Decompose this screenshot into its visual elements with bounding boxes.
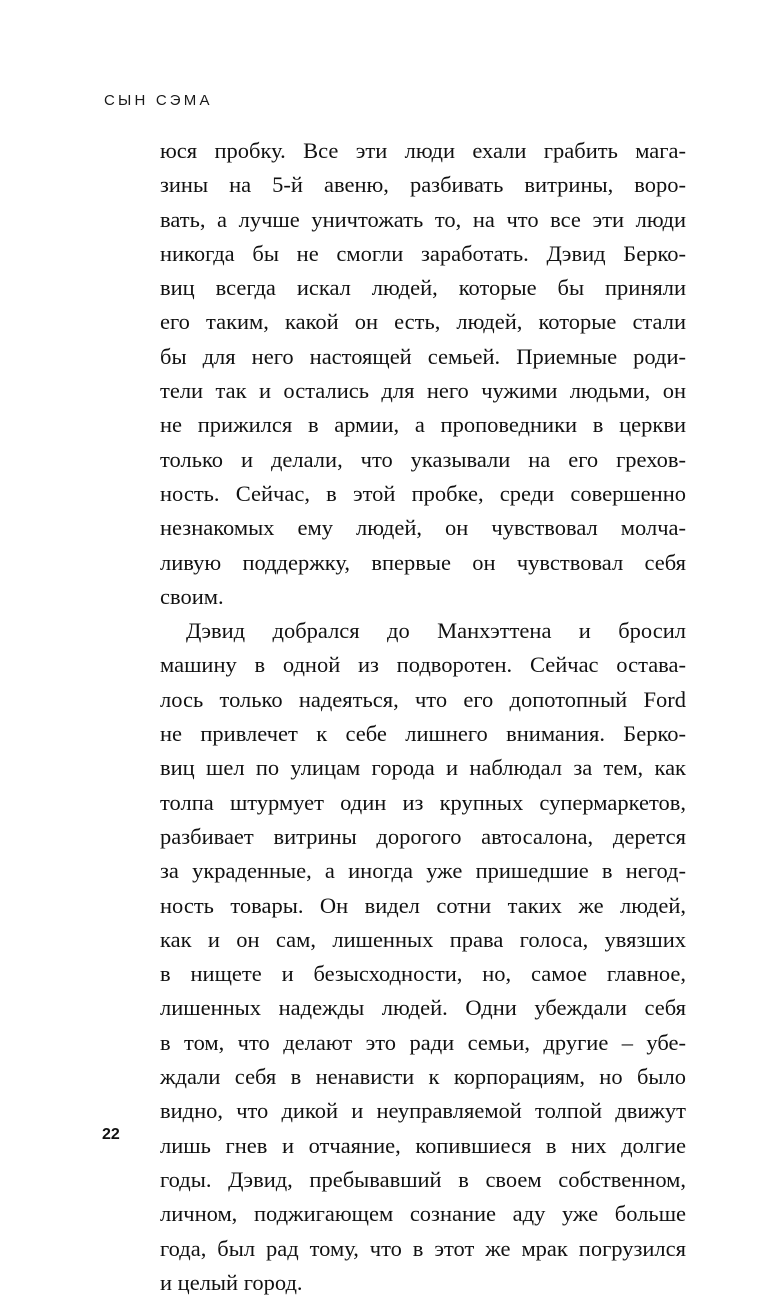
text-line: видно, что дикой и неуправляемой толпой движут [160,1098,686,1124]
text-line: годы. Дэвид, пребывавший в своем собственном, [160,1166,686,1192]
text-line: не привлечет к себе лишнего внимания. Берко- [160,721,686,747]
text-line: его таким, какой он есть, людей, которые стали [160,309,686,335]
text-line: толпа штурмует один из крупных супермаркетов, [160,789,686,815]
paragraph-1 [160,134,686,614]
text-line: своим. [160,583,224,609]
text-line: и целый город. [160,1269,303,1295]
text-line: в том, что делают это ради семьи, другие – убе- [160,1029,686,1055]
text-line: лось только надеяться, что его допотопный Ford [160,686,686,712]
text-line: виц всегда искал людей, которые бы приняли [160,275,686,301]
text-line: лишь гнев и отчаяние, копившиеся в них долгие [160,1132,686,1158]
text-line: бы для него настоящей семьей. Приемные роди- [160,343,686,369]
text-line: машину в одной из подворотен. Сейчас остава- [160,652,686,678]
text-line: не прижился в армии, а проповедники в церкви [160,412,686,438]
text-line: незнакомых ему людей, он чувствовал молча- [160,515,686,541]
text-line: вать, а лучше уничтожать то, на что все эти люди [160,206,686,232]
text-line: года, был рад тому, что в этот же мрак погрузился [160,1235,686,1261]
text-line: лишенных надежды людей. Одни убеждали себя [160,995,686,1021]
text-line: личном, поджигающем сознание аду уже больше [160,1201,686,1227]
text-line: юся пробку. Все эти люди ехали грабить мага- [160,138,686,163]
body-text [160,134,686,1300]
text-line: ждали себя в ненависти к корпорациям, но было [160,1064,686,1090]
text-line: ливую поддержку, впервые он чувствовал себя [160,549,686,575]
text-line: как и он сам, лишенных права голоса, увязших [160,926,686,952]
text-line: ность товары. Он видел сотни таких же людей, [160,892,686,918]
running-title: СЫН СЭМА [104,92,213,109]
page-number: 22 [102,1126,120,1143]
text-line: тели так и остались для него чужими людьми, он [160,378,686,404]
text-line: за украденные, а иногда уже пришедшие в негод- [160,858,686,884]
text-line: ность. Сейчас, в этой пробке, среди совершенно [160,480,686,506]
text-line: никогда бы не смогли заработать. Дэвид Берко- [160,240,686,266]
text-line: в нищете и безысходности, но, самое главное, [160,961,686,987]
text-line: Дэвид добрался до Манхэттена и бросил [186,618,686,644]
text-line: только и делали, что указывали на его грехов- [160,446,686,472]
text-line: виц шел по улицам города и наблюдал за тем, как [160,755,686,781]
paragraph-2 [160,614,686,1300]
text-line: зины на 5-й авеню, разбивать витрины, воро- [160,172,686,198]
text-line: разбивает витрины дорогого автосалона, дерется [160,823,686,849]
